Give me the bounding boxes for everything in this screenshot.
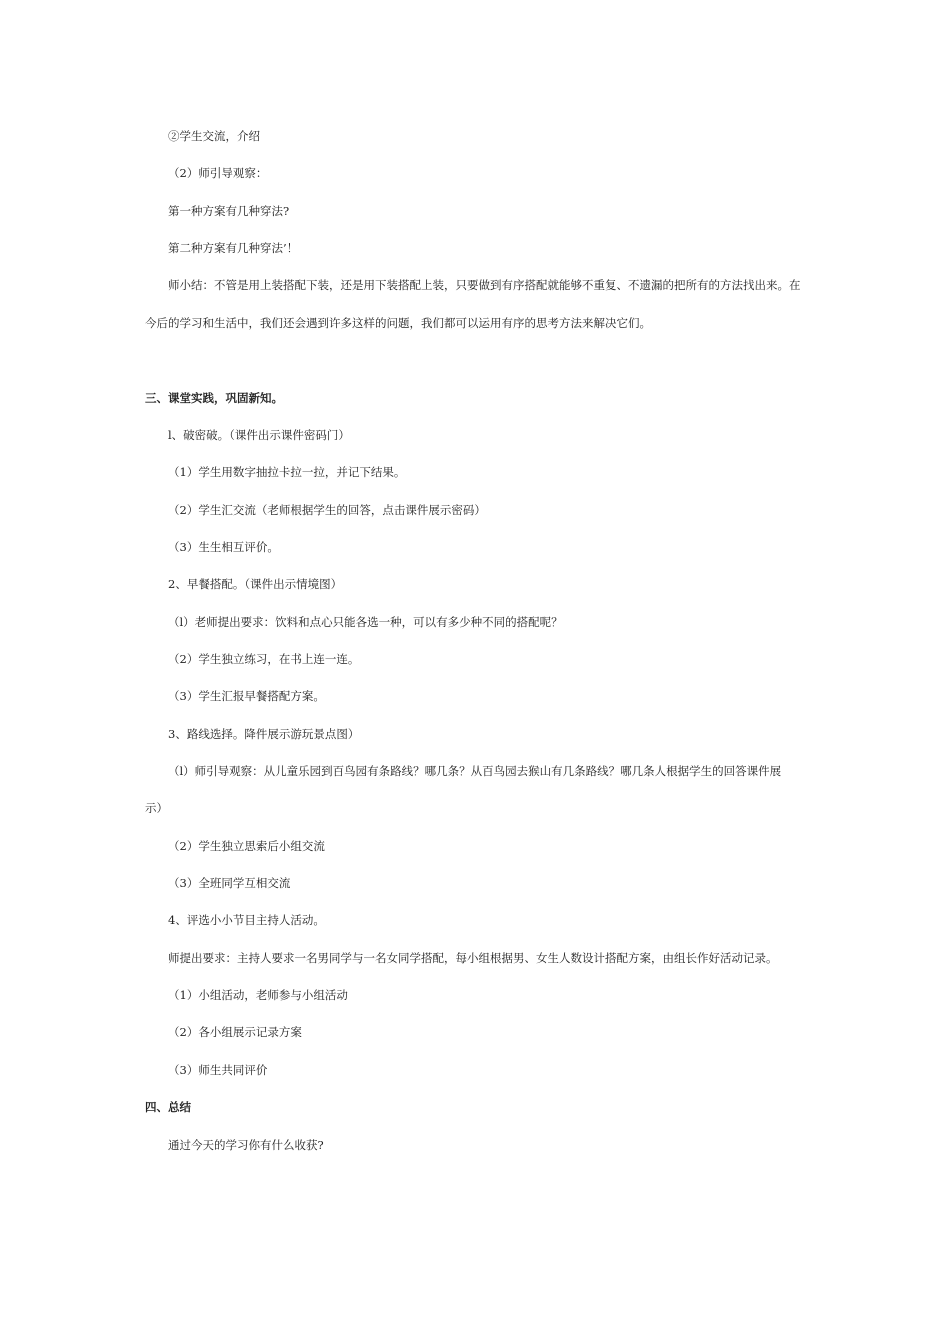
text-line: l、破密破。（课件出示课件密码门） — [168, 428, 350, 442]
text-line: 示） — [145, 801, 168, 815]
text-line: 师提出要求：主持人要求一名男同学与一名女同学搭配，每小组根据男、女生人数设计搭配方案，由组长作好活动记录。 — [168, 951, 778, 965]
text-line: 第二种方案有几种穿法’！ — [168, 241, 299, 255]
text-line: 3、路线选择。降件展示游玩景点图） — [168, 727, 360, 741]
text-line: 第一种方案有几种穿法? — [168, 204, 290, 218]
text-line: 通过今天的学习你有什么收获? — [168, 1138, 324, 1152]
text-line: 今后的学习和生活中，我们还会遇到许多这样的问题，我们都可以运用有序的思考方法来解决它们。 — [145, 316, 651, 330]
text-line: （2）学生独立思索后小组交流 — [168, 839, 325, 853]
text-line: （l）老师提出要求：饮料和点心只能各选一种，可以有多少种不同的搭配呢？ — [168, 615, 563, 629]
section-heading: 三、课堂实践，巩固新知。 — [145, 391, 283, 405]
text-line: （2）师引导观察： — [168, 166, 268, 180]
text-line: 4、评选小小节目主持人活动。 — [168, 913, 325, 927]
text-line: （l）师引导观察：从儿童乐园到百鸟园有条路线？哪几条？从百鸟园去猴山有几条路线？哪几条人根据学生的回答课件展 — [168, 764, 782, 778]
text-line: 2、早餐搭配。（课件出示情境图） — [168, 577, 343, 591]
text-line: （2）学生汇交流（老师根据学生的回答，点击课件展示密码） — [168, 503, 486, 517]
text-line: ②学生交流，介绍 — [168, 129, 260, 143]
text-line: （3）生生相互评价。 — [168, 540, 279, 554]
text-line: （1）小组活动，老师参与小组活动 — [168, 988, 348, 1002]
text-line: （3）全班同学互相交流 — [168, 876, 291, 890]
text-line: （1）学生用数字抽拉卡拉一拉，并记下结果。 — [168, 465, 406, 479]
text-line: （2）学生独立练习，在书上连一连。 — [168, 652, 360, 666]
text-line: 师小结：不管是用上装搭配下装，还是用下装搭配上装，只要做到有序搭配就能够不重复、不遗漏的把所有的方法找出来。在 — [168, 278, 801, 292]
text-line: （3）师生共同评价 — [168, 1063, 268, 1077]
text-line: （2）各小组展示记录方案 — [168, 1025, 302, 1039]
text-line: （3）学生汇报早餐搭配方案。 — [168, 689, 325, 703]
section-heading: 四、总结 — [145, 1100, 191, 1114]
